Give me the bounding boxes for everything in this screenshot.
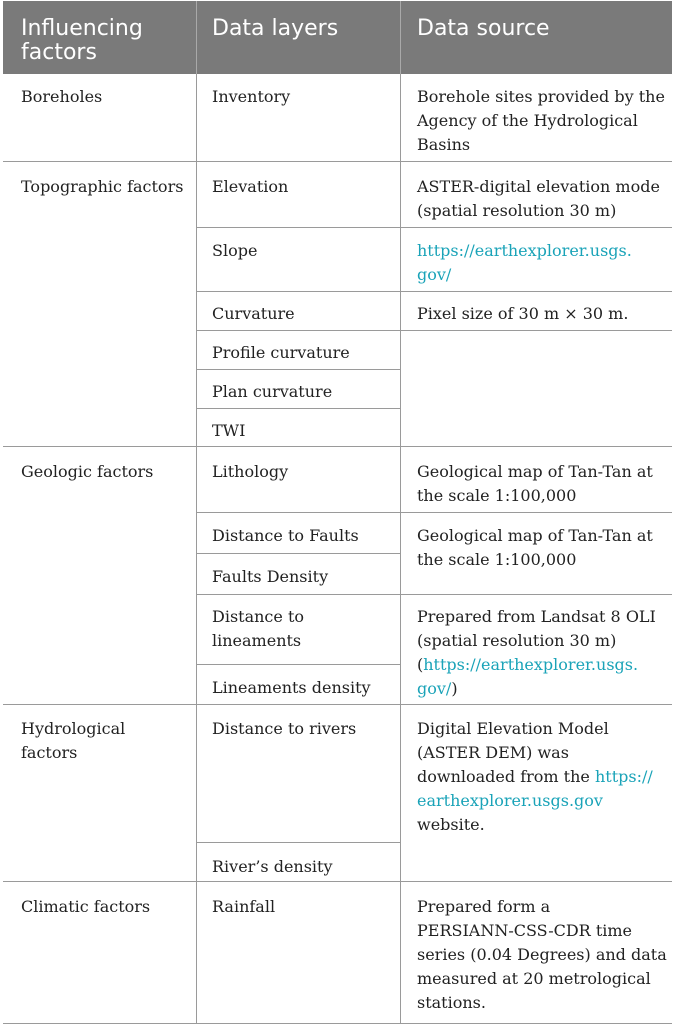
source-elevation: ASTER-digital elevation mode (spatial resolution 30 m) [417, 177, 660, 220]
source-rivers [417, 717, 653, 837]
source-lineaments [417, 605, 656, 701]
layer-distance-lineaments: Distance to lineaments [212, 607, 305, 650]
earthexplorer-link-cont[interactable]: earthexplorer.usgs.gov [417, 791, 603, 810]
subrow-divider [196, 512, 672, 513]
layer-slope: Slope [212, 241, 258, 260]
subrow-divider [196, 227, 672, 228]
subrow-divider [196, 408, 400, 409]
source-slope-link[interactable]: https://earthexplorer.usgs. gov/ [417, 241, 632, 284]
factor-topographic: Topographic factors [21, 177, 184, 196]
header-data-layers: Data layers [212, 16, 339, 41]
source-boreholes: Borehole sites provided by the Agency of the Hydrological Basins [417, 87, 665, 154]
source-rivers-line: (ASTER DEM) was [417, 743, 569, 762]
layer-inventory: Inventory [212, 87, 291, 106]
layer-rainfall: Rainfall [212, 897, 276, 916]
layer-distance-faults: Distance to Faults [212, 526, 359, 545]
subrow-divider [196, 842, 400, 843]
close-paren: ) [451, 679, 458, 698]
source-rivers-line: website. [417, 815, 485, 834]
layer-plan-curvature: Plan curvature [212, 382, 333, 401]
subrow-divider [196, 369, 400, 370]
earthexplorer-link[interactable]: https:// [594, 767, 653, 786]
layer-profile-curvature: Profile curvature [212, 343, 350, 362]
layer-lineaments-density: Lineaments density [212, 678, 371, 697]
source-rivers-line: Digital Elevation Model [417, 719, 609, 738]
subrow-divider [196, 594, 672, 595]
source-rivers-line [417, 765, 653, 789]
layer-distance-rivers: Distance to rivers [212, 719, 357, 738]
header-data-source: Data source [417, 16, 550, 41]
row-divider [3, 881, 672, 882]
layer-rivers-density: River’s density [212, 857, 333, 876]
header-divider [196, 1, 197, 74]
layer-lithology: Lithology [212, 462, 289, 481]
row-divider [3, 1023, 672, 1024]
layer-faults-density: Faults Density [212, 567, 329, 586]
subrow-divider [196, 291, 672, 292]
factor-hydrological: Hydrological factors [21, 719, 126, 762]
subrow-divider [196, 330, 672, 331]
source-lineaments-line: (spatial resolution 30 m) [417, 631, 617, 650]
subrow-divider [196, 553, 400, 554]
layer-curvature: Curvature [212, 304, 295, 323]
source-lineaments-link-line [417, 653, 656, 677]
source-lineaments-line: Prepared from Landsat 8 OLI [417, 607, 656, 626]
source-faults: Geological map of Tan-Tan at the scale 1:100,000 [417, 526, 653, 569]
factor-geologic: Geologic factors [21, 462, 154, 481]
row-divider [3, 161, 672, 162]
layer-elevation: Elevation [212, 177, 289, 196]
header-divider [400, 1, 401, 74]
source-lineaments-link-line [417, 677, 656, 701]
factor-boreholes: Boreholes [21, 87, 103, 106]
data-layers-table [3, 1, 672, 1025]
source-rivers-text: downloaded from the [417, 767, 595, 786]
source-lithology: Geological map of Tan-Tan at the scale 1:100,000 [417, 462, 653, 505]
header-influencing-factors: Influencing factors [21, 16, 143, 65]
factor-climatic: Climatic factors [21, 897, 151, 916]
earthexplorer-link-cont[interactable]: gov/ [417, 679, 452, 698]
subrow-divider [196, 664, 400, 665]
row-divider [3, 704, 672, 705]
earthexplorer-link[interactable]: https://earthexplorer.usgs. [423, 655, 639, 674]
row-divider [3, 446, 672, 447]
source-rainfall: Prepared form a PERSIANN-CSS-CDR time series (0.04 Degrees) and data measured at 20 metrological stations. [417, 897, 667, 1012]
open-paren: ( [417, 655, 424, 674]
source-curvature: Pixel size of 30 m × 30 m. [417, 304, 629, 323]
layer-twi: TWI [212, 421, 246, 440]
